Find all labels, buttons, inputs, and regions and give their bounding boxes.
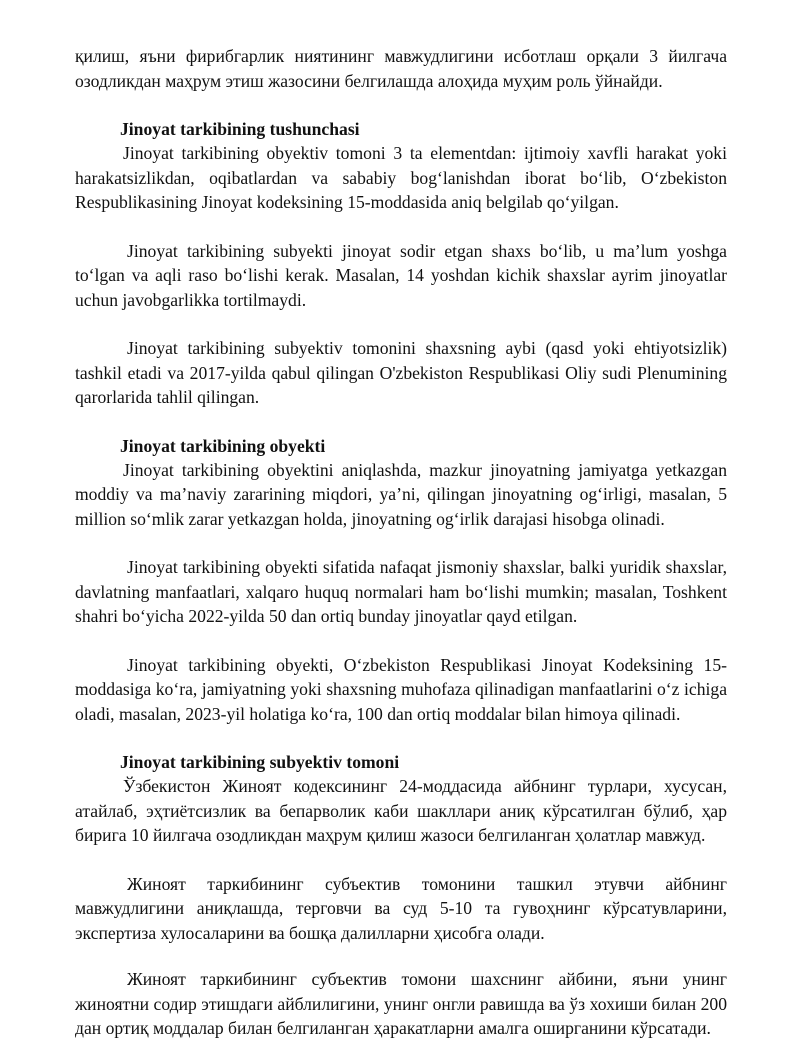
paragraph: Jinoyat tarkibining obyekti, O‘zbekiston Respublikasi Jinoyat Kodeksining 15-moddasiga ko‘ra, jamiyatning yoki shaxsning muhofaza qilinadigan manfaatlarini o‘z ichiga oladi, masalan, 2023-yil holatiga ko‘ra, 100 dan ortiq moddalar bilan himoya qilinadi. (75, 654, 727, 724)
paragraph: Jinoyat tarkibining subyektiv tomonini shaxsning aybi (qasd yoki ehtiyotsizlik) tashkil etadi va 2017-yilda qabul qilingan O'zbekiston Respublikasi Oliy sudi Plenumining qarorlarida tahlil qilingan. (75, 338, 727, 407)
paragraph: Jinoyat tarkibining subyekti jinoyat sodir etgan shaxs bo‘lib, u ma’lum yoshga to‘lgan va aqli raso bo‘lishi kerak. Masalan, 14 yoshdan kichik shaxslar ayrim jinoyatlar uchun javobgarlikka tortilmaydi. (75, 240, 727, 310)
paragraph: Жиноят таркибининг субъектив томонини ташкил этувчи айбнинг мавжудлигини аниқлашда, терговчи ва суд 5-10 та гувоҳнинг кўрсатувларини, экспертиза хулосаларини ва бошқа далилларни ҳисобга олади. (75, 873, 727, 943)
paragraph: Жиноят таркибининг субъектив томони шахснинг айбини, яъни унинг жиноятни содир этишдаги айблилигини, унинг онгли равишда ва ўз хохиши билан 200 дан ортиқ моддалар билан белгиланган ҳаракатларни амалга оширганини кўрсатади. (75, 969, 727, 1038)
paragraph: Ўзбекистон Жиноят кодексининг 24-моддасида айбнинг турлари, хусусан, атайлаб, эҳтиётсизлик ва бепарволик каби шакллари аниқ кўрсатилган бўлиб, ҳар бирига 10 йилгача озодликдан маҳрум қилиш жазоси белгиланган ҳолатлар мавжуд. (75, 776, 727, 845)
paragraph: Jinoyat tarkibining obyektini aniqlashda, mazkur jinoyatning jamiyatga yetkazgan moddiy va ma’naviy zararining miqdori, ya’ni, qilingan jinoyatning og‘irligi, masalan, 5 million so‘mlik zarar yetkazgan holda, jinoyatning og‘irlik darajasi hisobga olinadi. (75, 459, 727, 529)
document-page (75, 44, 727, 1041)
paragraph: Jinoyat tarkibining obyektiv tomoni 3 ta elementdan: ijtimoiy xavfli harakat yoki harakatsizlikdan, oqibatlardan va sababiy bog‘lanishdan iborat bo‘lib, O‘zbekiston Respublikasining Jinoyat kodeksining 15-moddasida aniq belgilab qo‘yilgan. (75, 143, 727, 212)
section-heading-concept: Jinoyat tarkibining tushunchasi (120, 119, 360, 139)
intro-paragraph: қилиш, яъни фирибгарлик ниятининг мавжудлигини исботлаш орқали 3 йилгача озодликдан маҳрум этиш жазосини белгилашда алоҳида муҳим роль ўйнайди. (75, 46, 727, 91)
paragraph: Jinoyat tarkibining obyekti sifatida nafaqat jismoniy shaxslar, balki yuridik shaxslar, davlatning manfaatlari, xalqaro huquq normalari ham bo‘lishi mumkin; masalan, Toshkent shahri bo‘yicha 2022-yilda 50 dan ortiq bunday jinoyatlar qayd etilgan. (75, 557, 727, 626)
section-heading-object: Jinoyat tarkibining obyekti (120, 435, 326, 456)
section-heading-subjective-side: Jinoyat tarkibining subyektiv tomoni (120, 752, 400, 772)
